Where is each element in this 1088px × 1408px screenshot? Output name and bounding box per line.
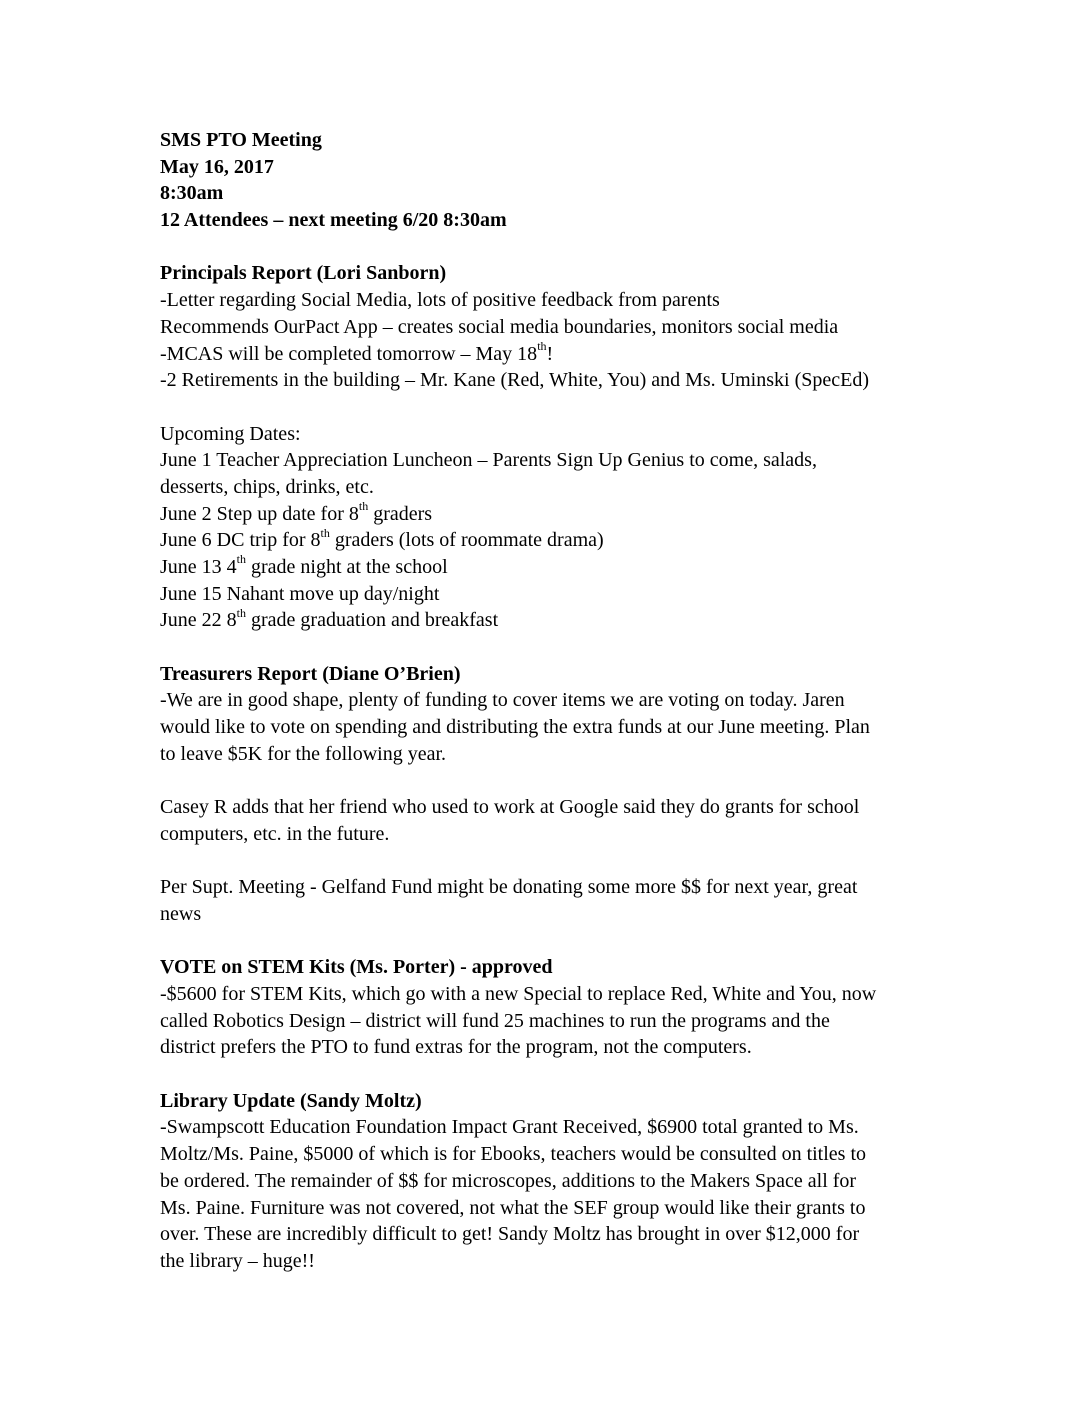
treasurers-report-line: -We are in good shape, plenty of funding to cover items we are voting on today. Jaren: [160, 689, 845, 712]
upcoming-date-item: [160, 527, 940, 554]
document-page: [160, 127, 940, 1275]
text-fragment: graders: [368, 502, 433, 525]
principals-report-line: [160, 338, 940, 368]
text-fragment: June 2 Step up date for 8: [160, 502, 359, 525]
superscript: th: [236, 605, 247, 620]
library-update-line: Ms. Paine. Furniture was not covered, not what the SEF group would like their grants to: [160, 1196, 866, 1219]
text-fragment: !: [546, 342, 554, 365]
text-fragment: June 13 4: [160, 556, 237, 578]
spacer: [160, 1061, 940, 1088]
superscript: th: [320, 525, 330, 540]
upcoming-date-item: [160, 498, 940, 528]
spacer: [160, 768, 940, 795]
library-update-line: Moltz/Ms. Paine, $5000 of which is for Ebooks, teachers would be consulted on titles to: [160, 1143, 867, 1166]
spacer: [160, 848, 940, 875]
superscript: th: [537, 338, 547, 353]
treasurers-report-line: to leave $5K for the following year.: [160, 742, 447, 765]
text-fragment: grade graduation and breakfast: [246, 609, 499, 632]
upcoming-date-item: [160, 607, 940, 634]
meeting-time: 8:30am: [160, 182, 224, 205]
text-fragment: grade night at the school: [246, 556, 448, 578]
principals-report-line: -Letter regarding Social Media, lots of positive feedback from parents: [160, 289, 720, 312]
upcoming-date-item: [160, 554, 940, 581]
stem-vote-line: called Robotics Design – district will fund 25 machines to run the programs and the: [160, 1009, 830, 1032]
library-update-section: [160, 1088, 940, 1275]
stem-vote-line: district prefers the PTO to fund extras for the program, not the computers.: [160, 1036, 752, 1059]
principals-report-line: Recommends OurPact App – creates social media boundaries, monitors social media: [160, 315, 839, 338]
text-fragment: June 6 DC trip for 8: [160, 529, 321, 552]
treasurers-report-line: Casey R adds that her friend who used to work at Google said they do grants for school: [160, 796, 860, 819]
text-fragment: -MCAS will be completed tomorrow – May 18: [160, 342, 538, 365]
upcoming-date-item: desserts, chips, drinks, etc.: [160, 475, 374, 498]
treasurers-report-line: news: [160, 902, 202, 925]
text-fragment: June 22 8: [160, 609, 237, 632]
upcoming-date-item: June 15 Nahant move up day/night: [160, 582, 440, 605]
stem-vote-section: [160, 954, 940, 1061]
upcoming-dates-section: [160, 421, 940, 635]
meeting-title: SMS PTO Meeting: [160, 129, 322, 151]
library-update-line: be ordered. The remainder of $$ for microscopes, additions to the Makers Space all for: [160, 1169, 857, 1192]
superscript: th: [358, 498, 369, 513]
stem-vote-line: -$5600 for STEM Kits, which go with a new Special to replace Red, White and You, now: [160, 983, 877, 1005]
treasurers-report-section: [160, 661, 940, 928]
treasurers-report-heading: Treasurers Report (Diane O’Brien): [160, 662, 461, 685]
stem-vote-heading: VOTE on STEM Kits (Ms. Porter) - approved: [160, 956, 553, 979]
spacer: [160, 634, 940, 661]
library-update-line: -Swampscott Education Foundation Impact Grant Received, $6900 total granted to Ms.: [160, 1116, 859, 1139]
library-update-line: over. These are incredibly difficult to get! Sandy Moltz has brought in over $12,000 for: [160, 1223, 860, 1246]
meeting-attendees: 12 Attendees – next meeting 6/20 8:30am: [160, 209, 507, 232]
upcoming-date-item: June 1 Teacher Appreciation Luncheon – Parents Sign Up Genius to come, salads,: [160, 449, 817, 472]
principals-report-heading: Principals Report (Lori Sanborn): [160, 262, 447, 285]
upcoming-dates-heading: Upcoming Dates:: [160, 422, 301, 445]
principals-report-line: -2 Retirements in the building – Mr. Kane (Red, White, You) and Ms. Uminski (SpecEd): [160, 369, 869, 392]
library-update-heading: Library Update (Sandy Moltz): [160, 1089, 422, 1112]
principals-report-section: [160, 260, 940, 393]
spacer: [160, 928, 940, 955]
meeting-header: [160, 127, 940, 234]
treasurers-report-line: Per Supt. Meeting - Gelfand Fund might be donating some more $$ for next year, great: [160, 876, 858, 899]
spacer: [160, 394, 940, 421]
treasurers-report-line: would like to vote on spending and distributing the extra funds at our June meeting. Plan: [160, 716, 870, 739]
superscript: th: [236, 552, 247, 567]
meeting-date: May 16, 2017: [160, 155, 274, 178]
treasurers-report-line: computers, etc. in the future.: [160, 822, 390, 845]
spacer: [160, 234, 940, 261]
text-fragment: graders (lots of roommate drama): [329, 529, 604, 552]
library-update-line: the library – huge!!: [160, 1249, 315, 1272]
